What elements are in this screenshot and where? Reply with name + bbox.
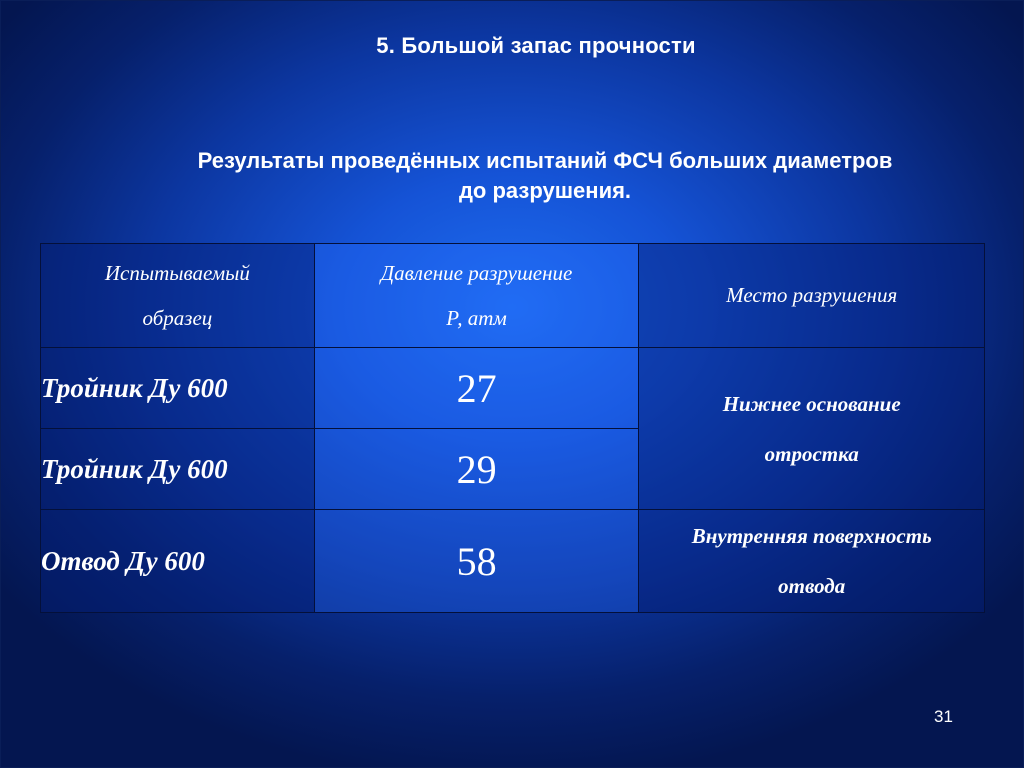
pressure-cell: 27 bbox=[314, 348, 639, 429]
sample-cell: Тройник Ду 600 bbox=[41, 429, 315, 510]
place-cell-line-2: отростка bbox=[764, 441, 859, 466]
slide-subtitle bbox=[80, 146, 1010, 206]
header-pressure bbox=[314, 244, 639, 348]
header-sample-line-1: Испытываемый bbox=[104, 260, 250, 285]
place-cell bbox=[639, 348, 985, 510]
subtitle-line-2: до разрушения. bbox=[458, 178, 632, 203]
header-sample-line-2: образец bbox=[142, 305, 213, 330]
subtitle-line-1: Результаты проведённых испытаний ФСЧ больших диаметров bbox=[197, 148, 893, 173]
place-cell-line-1: Нижнее основание bbox=[722, 391, 901, 416]
header-pressure-line-2: Р, атм bbox=[446, 305, 507, 330]
header-place-line-1: Место разрушения bbox=[726, 283, 898, 307]
place-cell-line-1: Внутренняя поверхность bbox=[691, 524, 932, 548]
pressure-cell: 58 bbox=[314, 510, 639, 613]
page-number: 31 bbox=[934, 707, 953, 726]
table-row bbox=[41, 510, 985, 613]
header-place bbox=[639, 244, 985, 348]
header-sample bbox=[41, 244, 315, 348]
header-pressure-line-1: Давление разрушение bbox=[380, 260, 573, 285]
table-row bbox=[41, 348, 985, 429]
slide-title: 5. Большой запас прочности bbox=[376, 33, 696, 58]
table-header-row bbox=[41, 244, 985, 348]
place-cell-line-2: отвода bbox=[778, 574, 846, 598]
sample-cell: Тройник Ду 600 bbox=[41, 348, 315, 429]
pressure-cell: 29 bbox=[314, 429, 639, 510]
sample-cell: Отвод Ду 600 bbox=[41, 510, 315, 613]
results-table bbox=[40, 243, 985, 613]
place-cell bbox=[639, 510, 985, 613]
